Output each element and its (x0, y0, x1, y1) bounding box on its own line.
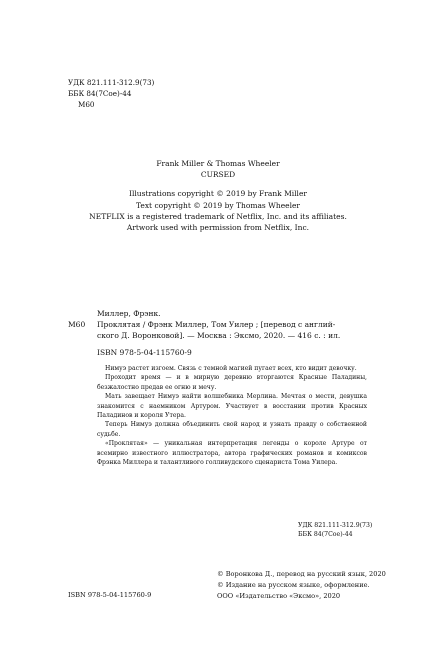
author-heading: Миллер, Фрэнк. (97, 309, 161, 318)
annotation-paragraph: Теперь Нимуэ должна объединить свой народ и узнать правду о собственной судьбе. (97, 421, 367, 438)
annotation-paragraph: Проходит время — и в мирную деревню вторгаются Красные Паладины, безжалостно предав ее огню и мечу. (97, 374, 367, 391)
original-authors: Frank Miller & Thomas Wheeler (156, 159, 280, 168)
netflix-trademark: NETFLIX is a registered trademark of Netflix, Inc. and its affiliates. (89, 211, 347, 221)
bbk-code: ББК 84(7Сое)-44 (298, 531, 353, 539)
original-credits (60, 158, 376, 233)
description-row (68, 319, 368, 330)
classification-codes (68, 77, 154, 110)
edition-copyright: © Издание на русском языке, оформление. (217, 581, 370, 590)
udk-code: УДК 821.111-312.9(73) (68, 78, 155, 87)
artwork-permission: Artwork used with permission from Netflix, Inc. (126, 223, 310, 233)
author-mark: М60 (78, 100, 95, 109)
footer-isbn: ISBN 978-5-04-115760-9 (68, 591, 152, 599)
illustrations-copyright: Illustrations copyright © 2019 by Frank Miller (129, 189, 307, 199)
bottom-classification-codes (298, 521, 372, 539)
isbn: ISBN 978-5-04-115760-9 (97, 347, 192, 357)
annotation-paragraph: «Проклятая» — уникальная интерпретация легенды о короле Артуре от всемирно известного иллюстратора, автора графических романов и комиксов Фрэнка Миллера и талантливого голливудского сценариста Тома Уилера. (97, 440, 367, 467)
text-copyright: Text copyright © 2019 by Thomas Wheeler (135, 200, 301, 210)
udk-code: УДК 821.111-312.9(73) (298, 522, 373, 529)
annotation-paragraph: Мать завещает Нимуэ найти волшебника Мерлина. Мечтая о мести, девушка знакомится с наемником Артуром. Участвует в восстании против Красных Паладинов и короля Утера. (97, 393, 367, 420)
annotation (97, 364, 367, 467)
description-line-2: ского Д. Воронковой]. — Москва : Эксмо, 2020. — 416 с. : ил. (97, 331, 341, 341)
translation-copyright: © Воронкова Д., перевод на русский язык, 2020 (217, 570, 386, 578)
annotation-paragraph: Нимуэ растет изгоем. Связь с темной магией пугает всех, кто видит девочку. (105, 365, 357, 372)
author-mark: М60 (68, 320, 86, 330)
copyright-notices (217, 569, 386, 603)
publisher-copyright: ООО «Издательство «Эксмо», 2020 (217, 592, 341, 601)
description-row (68, 330, 368, 341)
original-title: CURSED (200, 170, 236, 180)
description-line-1: Проклятая / Фрэнк Миллер, Том Уилер ; [перевод с англий- (97, 320, 336, 330)
bibliographic-record (68, 308, 368, 358)
bbk-code: ББК 84(7Сое)-44 (68, 89, 132, 98)
